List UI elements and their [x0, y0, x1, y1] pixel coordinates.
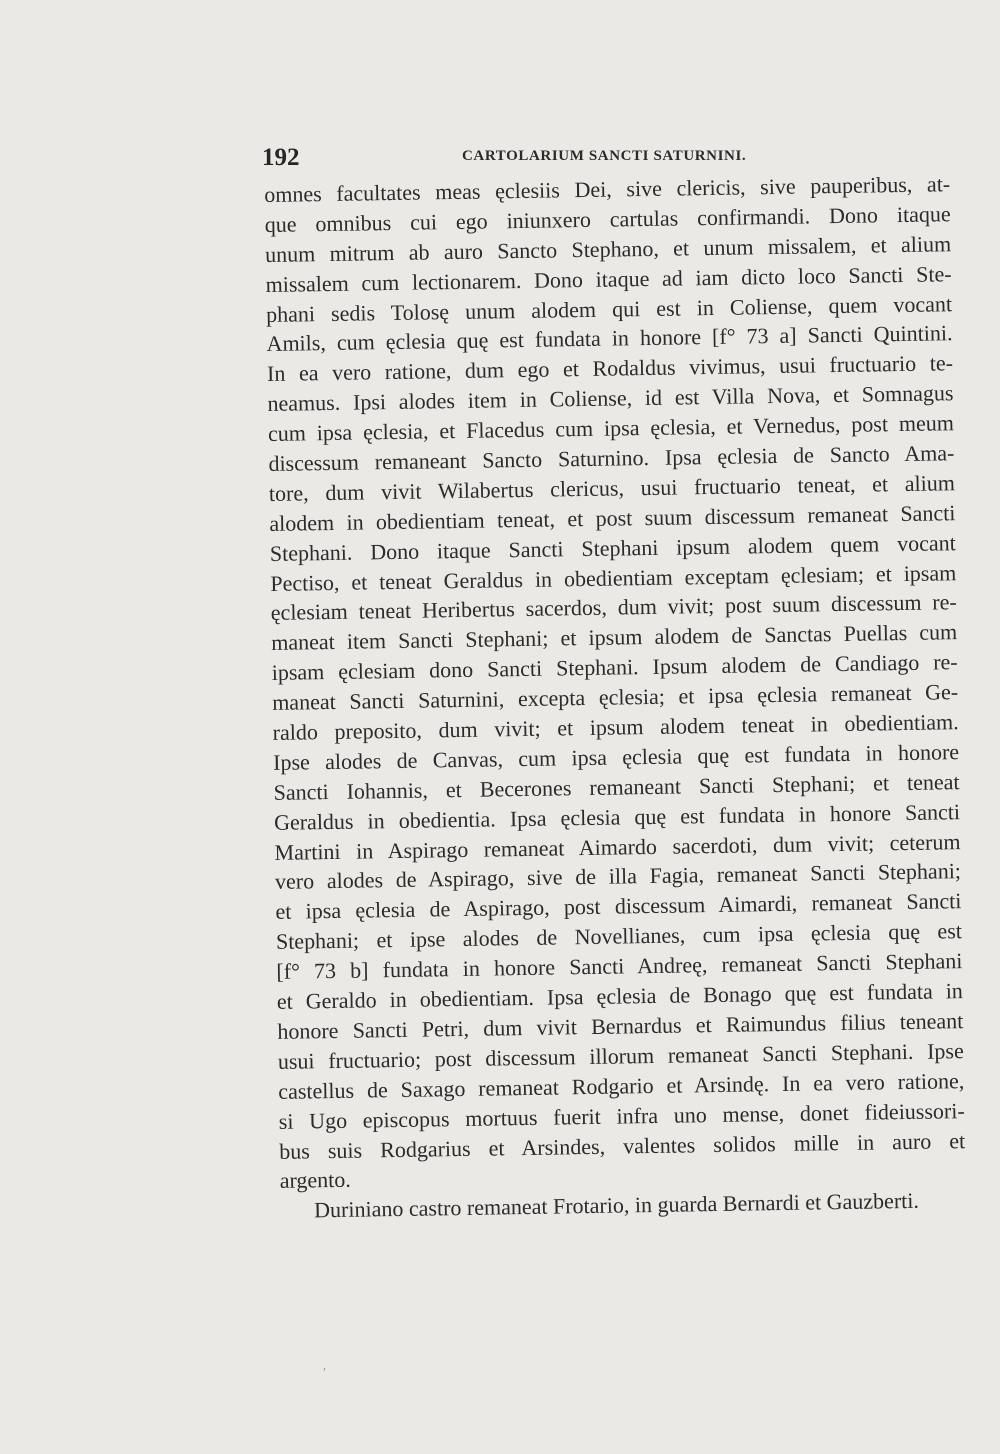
running-title: CARTOLARIUM SANCTI SATURNINI. [462, 148, 747, 164]
text-line: Martini in Aspirago remaneat Aimardo sacerdoti, dum vivit; ceterum [274, 828, 961, 865]
page-number: 192 [262, 144, 300, 171]
text-line: phani sedis Tolosę unum alodem qui est in Coliense, quem vocant [265, 290, 953, 327]
text-line: raldo preposito, dum vivit; et ipsum alodem teneat in obedientiam. [272, 709, 959, 745]
text-line: Ipse alodes de Canvas, cum ipsa ęclesia quę est fundata in honore [272, 739, 960, 775]
text-line: Sancti Iohannis, et Becerones remaneant Sancti Stephani; et teneat [273, 768, 960, 805]
text-line: Geraldus in obedientia. Ipsa ęclesia quę est fundata in honore Sancti [273, 798, 961, 835]
text-line: Pectiso, et teneat Geraldus in obedientiam exceptam ęclesiam; et ipsam [270, 559, 957, 596]
text-line: si Ugo episcopus mortuus fuerit infra uno mense, donet fideiussori- [278, 1097, 965, 1134]
text-line: et Geraldo in obedientiam. Ipsa ęclesia de Bonago quę est fundata in [276, 978, 964, 1014]
text-line: argento. [279, 1167, 351, 1194]
text-line: missalem cum lectionarem. Dono itaque ad iam dicto loco Sancti Ste- [265, 260, 952, 297]
text-line: usui fructuario; post discessum illorum remaneat Sancti Stephani. Ipse [277, 1037, 964, 1074]
text-line: Duriniano castro remaneat Frotario, in guarda Bernardi et Gauzberti. [313, 1188, 920, 1223]
text-line: ipsam ęclesiam dono Sancti Stephani. Ipsum alodem de Candiago re- [271, 649, 958, 686]
text-line: cum ipsa ęclesia, et Flacedus cum ipsa ęclesia, et Vernedus, post meum [267, 410, 955, 447]
text-line: [f° 73 b] fundata in honore Sancti Andreę, remaneat Sancti Stephani [276, 948, 963, 985]
text-line: alodem in obedientiam teneat, et post suum discessum remaneat Sancti [269, 499, 956, 536]
text-line: bus suis Rodgarius et Arsindes, valentes solidos mille in auro et [279, 1127, 966, 1164]
text-line: honore Sancti Petri, dum vivit Bernardus et Raimundus filius teneant [277, 1008, 964, 1044]
text-line: que omnibus cui ego iniunxero cartulas confirmandi. Dono itaque [264, 201, 951, 237]
text-line: Stephani; et ipse alodes de Novellianes, cum ipsa ęclesia quę est [275, 918, 963, 955]
text-line: In ea vero ratione, dum ego et Rodaldus vivimus, usui fructuario te- [266, 350, 954, 387]
text-line: castellus de Saxago remaneat Rodgario et Arsindę. In ea vero ratione, [278, 1067, 965, 1104]
stray-mark: ′ [323, 1366, 327, 1381]
text-line: et ipsa ęclesia de Aspirago, post discessum Aimardi, remaneat Sancti [275, 888, 962, 925]
text-line: maneat Sancti Saturnini, excepta ęclesia; et ipsa ęclesia remaneat Ge- [272, 679, 959, 716]
text-line: tore, dum vivit Wilabertus clericus, usui fructuario teneat, et alium [268, 470, 956, 506]
text-line: vero alodes de Aspirago, sive de illa Fagia, remaneat Sancti Stephani; [274, 858, 962, 895]
page-header [262, 144, 952, 174]
text-line: maneat item Sancti Stephani; et ipsum alodem de Sanctas Puellas cum [271, 619, 958, 656]
text-line: discessum remaneant Sancto Saturnino. Ipsa ęclesia de Sancto Ama- [268, 440, 955, 476]
body-text [264, 169, 966, 1226]
text-line: Stephani. Dono itaque Sancti Stephani ipsum alodem quem vocant [269, 529, 956, 566]
text-line: neamus. Ipsi alodes item in Coliense, id est Villa Nova, et Somnagus [267, 380, 954, 417]
text-line: omnes facultates meas ęclesiis Dei, sive clericis, sive pauperibus, at- [264, 171, 951, 207]
text-line: Amils, cum ęclesia quę est fundata in honore [f° 73 a] Sancti Quintini. [266, 320, 953, 357]
text-line: unum mitrum ab auro Sancto Stephano, et unum missalem, et alium [264, 230, 952, 267]
text-line: ęclesiam teneat Heribertus sacerdos, dum vivit; post suum discessum re- [270, 589, 957, 626]
